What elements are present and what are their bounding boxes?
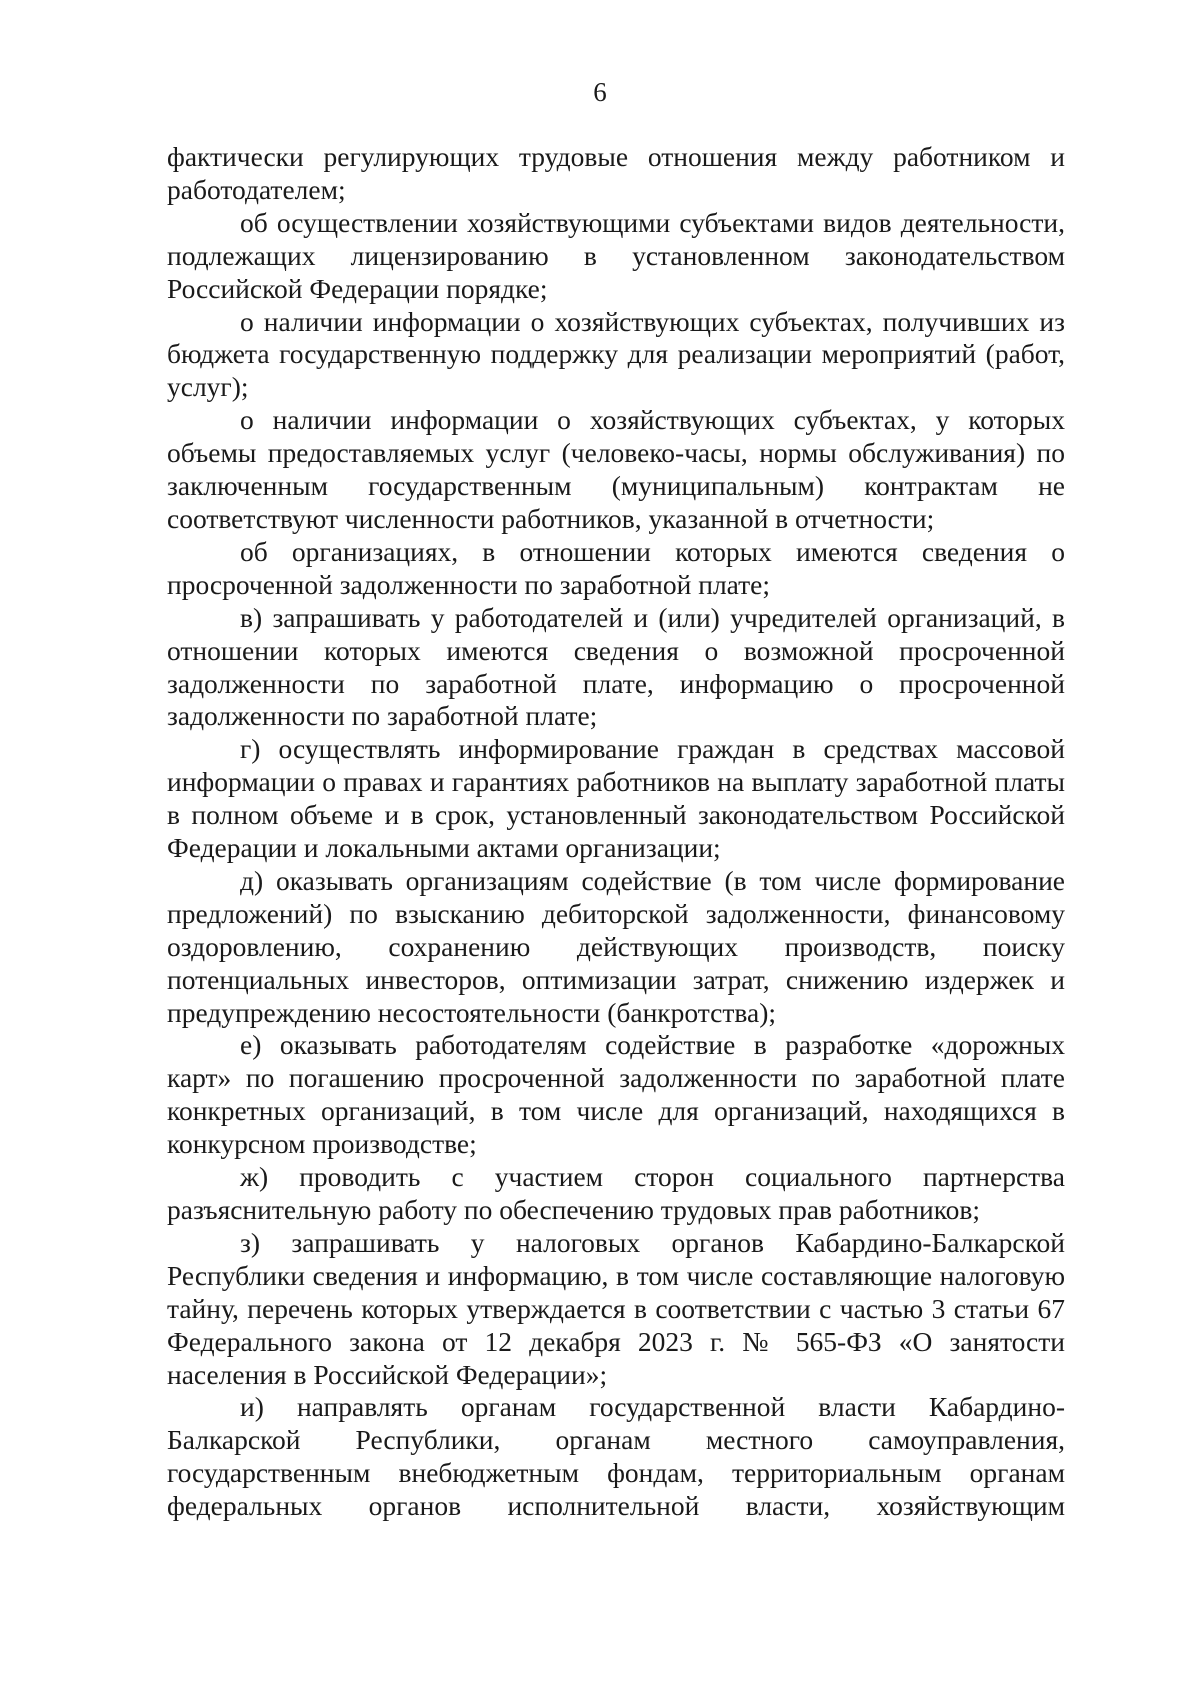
paragraph-service-volumes: о наличии информации о хозяйствующих субъектах, у которых объемы предоставляемых услуг (человеко-часы, нормы обслуживания) по заключенным государственным (муниципальным) контрактам не соответствуют численности работников, указанной в отчетности; <box>167 404 1065 534</box>
paragraph-item-v: в) запрашивать у работодателей и (или) учредителей организаций, в отношении которых имеются сведения о возможной просроченной задолженности по заработной плате, информацию о просроченной задолженности по заработной плате; <box>167 601 1065 732</box>
paragraph-item-i: и) направлять органам государственной власти Кабардино-Балкарской Республики, органам местного самоуправления, государственным внебюджетным фондам, территориальным органам федеральных органов исполнительной власти, хозяйствующим <box>167 1391 1065 1522</box>
paragraph-item-d: д) оказывать организациям содействие (в том числе формирование предложений) по взысканию дебиторской задолженности, финансовому оздоровлению, сохранению действующих производств, поиску потенциальных инвесторов, оптимизации затрат, снижению издержек и предупреждению несостоятельности (банкротства); <box>167 864 1065 1028</box>
page-number: 6 <box>593 77 607 107</box>
paragraph-item-g: г) осуществлять информирование граждан в средствах массовой информации о правах и гарантиях работников на выплату заработной платы в полном объеме и в срок, установленный законодательством Российской Федерации и локальными актами организации; <box>167 733 1065 864</box>
document-body <box>167 141 1065 1523</box>
paragraph-state-support: о наличии информации о хозяйствующих субъектах, получивших из бюджета государственную поддержку для реализации мероприятий (работ, услуг); <box>167 305 1065 403</box>
paragraph-item-zh: ж) проводить с участием сторон социального партнерства разъяснительную работу по обеспечению трудовых прав работников; <box>167 1161 1065 1225</box>
paragraph-item-z: з) запрашивать у налоговых органов Кабардино-Балкарской Республики сведения и информацию, в том числе составляющие налоговую тайну, перечень которых утверждается в соответствии с частью 3 статьи 67 Федерального закона от 12 декабря 2023 г. № 565-ФЗ «О занятости населения в Российской Федерации»; <box>167 1226 1065 1390</box>
paragraph-licensing: об осуществлении хозяйствующими субъектами видов деятельности, подлежащих лицензированию в установленном законодательством Российской Федерации порядке; <box>167 206 1065 304</box>
paragraph-item-e: е) оказывать работодателям содействие в разработке «дорожных карт» по погашению просроченной задолженности по заработной плате конкретных организаций, в том числе для организаций, находящихся в конкурсном производстве; <box>167 1029 1065 1160</box>
paragraph-continuation: фактически регулирующих трудовые отношения между работником и работодателем; <box>167 141 1065 205</box>
paragraph-overdue-debt: об организациях, в отношении которых имеются сведения о просроченной задолженности по заработной плате; <box>167 535 1065 600</box>
